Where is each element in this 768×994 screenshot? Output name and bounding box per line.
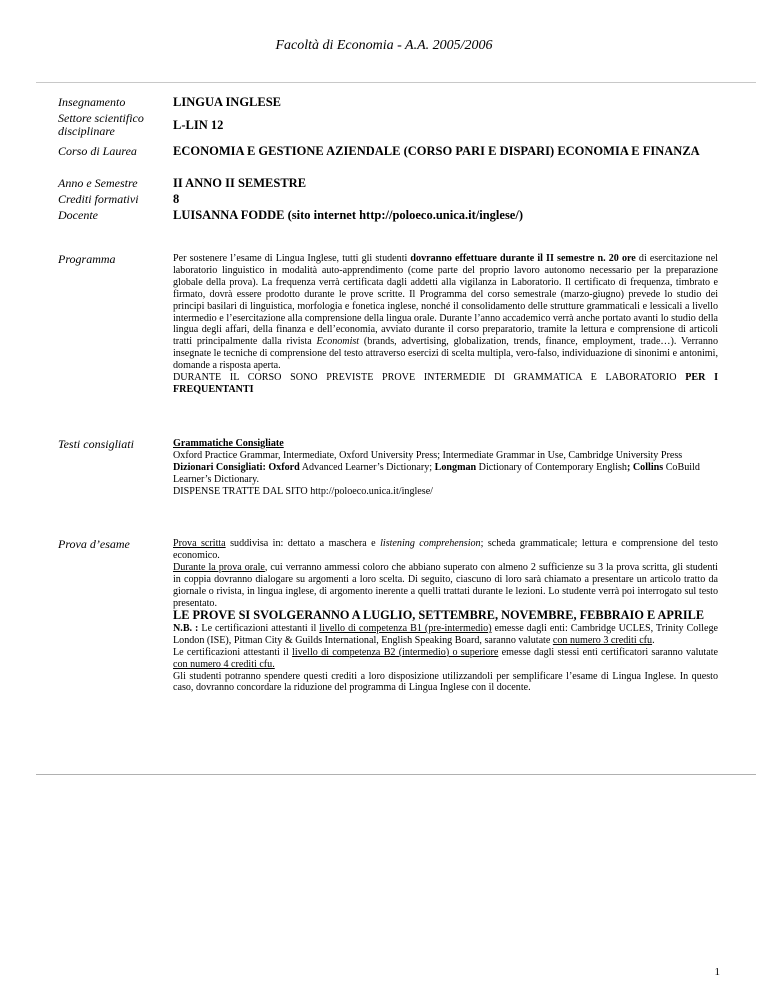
grammars-list: Oxford Practice Grammar, Intermediate, Oxford University Press; Intermediate Grammar in Use, Cambridge University Press: [173, 449, 683, 461]
grammars-heading: Grammatiche Consigliate: [173, 438, 284, 449]
prova-text: Prova scritta suddivisa in: dettato a maschera e listening comprehension; scheda grammaticale; lettura e comprensione del testo economico. Durante la prova orale, cui verranno ammessi coloro che abbiano superato con almeno 2 sufficienze su 3 la prova scritta, gli studenti in coppia dovranno dialogare su argomenti a loro scelta. Di seguito, ciascuno di loro sarà chiamato a presentare un articolo tratto da giornale o rivista, in lingua inglese, di argomento inerente a quelli trattati durante le lezioni. Lo studente verrà poi interrogato sul testo presentato. LE PROVE SI SVOLGERANNO A LUGLIO, SETTEMBRE, NOVEMBRE, FEBBRAIO E APRILE N.B. : Le certificazioni attestanti il livello di competenza B1 (pre-intermedio) emesse dagli enti: Cambridge UCLES, Trinity College London (ISE), Pitman City & Guilds International, English Speaking Board, saranno valutate con numero 3 crediti cfu. Le certificazioni attestanti il livello di competenza B2 (intermedio) o superiore emesse dagli stessi enti certificatori saranno valutate con numero 4 crediti cfu. Gli studenti potranno spendere questi crediti a loro disposizione utilizzandoli per semplificare l’esame di Lingua Inglese. In questo caso, dovranno concordare la riduzione del programma di Lingua Inglese con il docente.: [173, 538, 719, 694]
dispense-line: DISPENSE TRATTE DAL SITO http://poloeco.unica.it/inglese/: [173, 485, 433, 497]
field-label: Corso di Laurea: [58, 144, 137, 158]
page-header: Facoltà di Economia - A.A. 2005/2006: [275, 38, 493, 53]
page-number: 1: [714, 966, 720, 978]
footer-divider: [36, 774, 756, 775]
field-value: LUISANNA FODDE (sito internet http://poloeco.unica.it/inglese/): [173, 208, 523, 222]
section-label: Prova d’esame: [58, 537, 130, 551]
section-label: Programma: [58, 252, 116, 266]
field-label: Anno e Semestre: [58, 176, 138, 190]
field-label: Insegnamento: [58, 95, 126, 109]
exam-dates: LE PROVE SI SVOLGERANNO A LUGLIO, SETTEMBRE, NOVEMBRE, FEBBRAIO E APRILE: [173, 608, 705, 623]
field-value: LINGUA INGLESE: [173, 95, 282, 109]
programma-text: Per sostenere l’esame di Lingua Inglese, tutti gli studenti dovranno effettuare durante il II semestre n. 20 ore di esercitazione nel laboratorio linguistico in modalità auto-apprendimento (come parte del proprio lavoro autonomo necessario per la preparazione globale della prova). La frequenza verrà certificata dagli addetti alla vigilanza in Laboratorio. Il certificato di frequenza, timbrato e firmato, dovrà essere prodotto durante le prove scritte. Il Programma del corso semestrale (marzo-giugno) prevede lo studio dei principi basilari di linguistica, morfologia e fonetica inglese, nonché il consolidamento delle strutture grammaticali e lessicali a livello intermedio e l’esercitazione alla comprensione della lingua orale. Durante l’anno accademico verrà anche portato avanti lo studio della lingua degli affari, della finanza e dell’economia, avviato durante il corso preparatorio, tramite la lettura e comprensione di articoli tratti principalmente dalla rivista Economist (brands, advertising, globalization, trends, finance, employment, trade…). Verranno insegnate le tecniche di comprensione del testo attraverso esercizi di scelta multipla, vero-falso, individuazione di sinonimi e antonimi, domande a risposta aperta. DURANTE IL CORSO SONO PREVISTE PROVE INTERMEDIE DI GRAMMATICA E LABORATORIO PER I FREQUENTANTI: [173, 253, 719, 395]
field-label: Docente: [58, 208, 98, 222]
section-label: Testi consigliati: [58, 437, 134, 451]
field-label: Crediti formativi: [58, 192, 139, 206]
field-value: 8: [173, 192, 180, 206]
field-value: L-LIN 12: [173, 118, 224, 132]
field-value: ECONOMIA E GESTIONE AZIENDALE (CORSO PARI E DISPARI) ECONOMIA E FINANZA: [173, 144, 700, 158]
dictionaries-list: Dizionari Consigliati: Oxford Advanced Learner’s Dictionary; Longman Dictionary of Contemporary English; Collins CoBuild Learner’s Dictionary.: [173, 461, 700, 485]
testi-text: [173, 438, 718, 498]
field-value: II ANNO II SEMESTRE: [173, 176, 307, 190]
field-label: Settore scientifico disciplinare: [58, 111, 144, 138]
header-divider: [36, 82, 756, 83]
